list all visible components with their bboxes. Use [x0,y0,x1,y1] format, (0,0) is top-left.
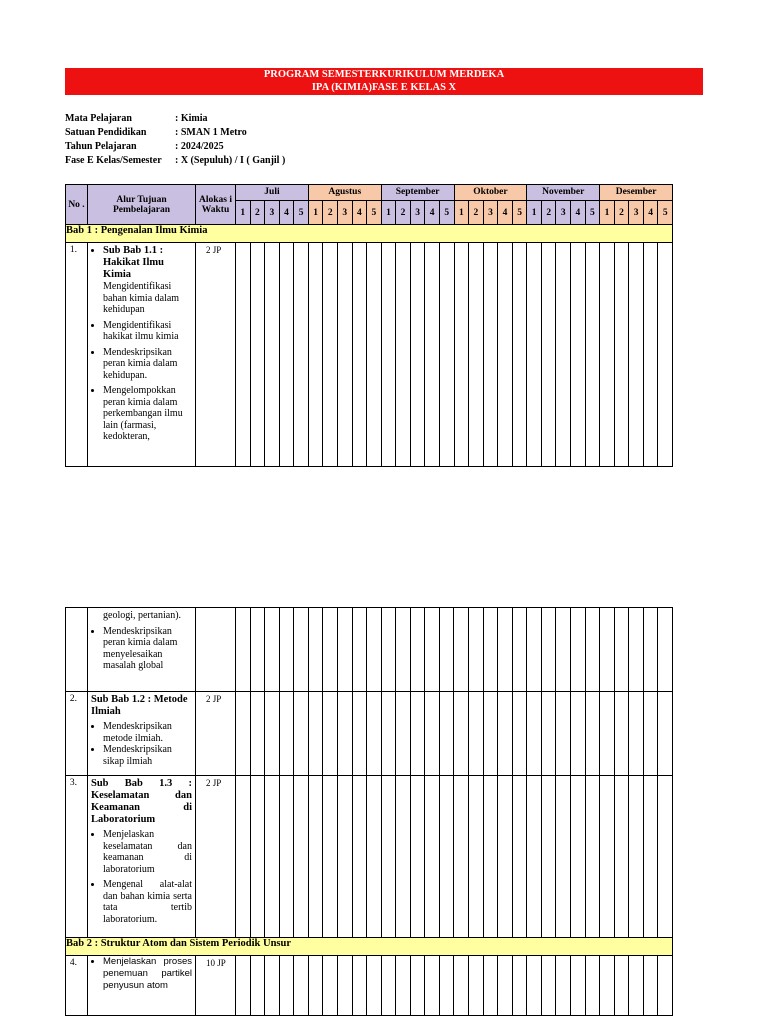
info-fase [65,154,285,168]
week-cell [643,956,658,1016]
info-tahun [65,140,285,154]
week-cell [556,692,571,776]
week-cell [483,243,498,467]
week-cell [498,692,513,776]
week-cell [337,692,352,776]
week-cell [396,692,411,776]
week-cell [498,608,513,692]
week-cell [323,692,338,776]
week-cell [570,956,585,1016]
week-cell [425,608,440,692]
week-header: 4 [571,201,586,225]
atp-item: • Mendeskripsikan peran kimia dalam kehidupan. [103,347,192,382]
row-number: 3. [66,776,88,938]
alloc-cell: 2 JP [196,692,236,776]
table-row [66,692,673,776]
atp-item: • Mendeskripsikan peran kimia dalam menyelesaikan masalah global [103,626,192,672]
atp-item: • Menjelaskan proses penemuan partikel penyusun atom [103,956,192,992]
week-cell [381,608,396,692]
week-cell [337,776,352,938]
week-header: 3 [629,201,644,225]
bab-row [66,225,673,243]
week-cell [352,243,367,467]
row-number: 2. [66,692,88,776]
week-cell [614,956,629,1016]
week-cell [571,243,586,467]
week-cell [512,776,527,938]
week-cell [614,776,629,938]
week-cell [410,692,425,776]
week-cell [512,692,527,776]
week-header: 2 [250,201,265,225]
week-cell [279,776,294,938]
info-value: : Kimia [175,113,208,124]
week-header: 1 [381,201,396,225]
week-cell [541,956,556,1016]
week-cell [396,776,411,938]
week-cell [236,956,251,1016]
week-header: 3 [483,201,498,225]
week-header: 1 [454,201,469,225]
week-cell [250,776,265,938]
week-header: 3 [556,201,571,225]
week-cell [600,608,615,692]
atp-item: • Mengenal alat-alat dan bahan kimia serta tata tertib laboratorium. [103,879,192,925]
sub-bab-text: Mengidentifikasi bahan kimia dalam kehidupan [103,281,180,315]
week-cell [541,243,556,467]
week-header: 4 [643,201,658,225]
week-cell [367,776,382,938]
week-header: 5 [585,201,600,225]
week-cell [439,956,454,1016]
week-cell [527,243,542,467]
week-header: 4 [352,201,367,225]
week-cell [250,243,265,467]
week-cell [527,692,542,776]
week-cell [658,692,673,776]
week-cell [323,776,338,938]
week-cell [658,243,673,467]
header-no: No . [66,185,88,225]
month-header: September [381,185,454,201]
document-info [65,112,285,168]
week-cell [367,692,382,776]
week-cell [294,243,309,467]
week-cell [265,692,280,776]
month-header: Agustus [308,185,381,201]
week-cell [381,776,396,938]
sub-bab-title: Sub Bab 1.3 : Keselamatan dan Keamanan di Laboratorium [91,778,192,825]
week-cell [541,608,556,692]
week-cell [643,243,658,467]
month-header: Oktober [454,185,527,201]
info-satuan [65,126,285,140]
week-cell [265,956,280,1016]
row-number: 4. [66,956,88,1016]
week-cell [250,956,265,1016]
week-cell [556,776,571,938]
week-cell [279,956,294,1016]
week-header: 1 [236,201,251,225]
atp-cell [88,776,196,938]
week-cell [483,956,498,1016]
week-cell [614,608,629,692]
info-label: Satuan Pendidikan [65,127,147,138]
week-cell [410,776,425,938]
week-header: 2 [396,201,411,225]
week-cell [338,243,353,467]
week-cell [454,776,469,938]
atp-continued-text: geologi, pertanian). [103,610,182,621]
week-cell [294,692,309,776]
week-cell [352,956,367,1016]
week-cell [454,692,469,776]
week-cell [294,776,309,938]
week-cell [279,692,294,776]
week-cell [308,692,323,776]
week-header: 5 [367,201,382,225]
week-cell [439,776,454,938]
atp-cell [88,608,196,692]
table-row [66,956,673,1016]
week-cell [556,956,571,1016]
week-cell [323,956,338,1016]
atp-item: • Menjelaskan keselamatan dan keamanan di laboratorium [103,829,192,875]
info-value: : SMAN 1 Metro [175,127,247,138]
week-cell [512,243,527,467]
alloc-cell: 2 JP [196,776,236,938]
week-cell [236,692,251,776]
alloc-cell: 2 JP [196,243,236,467]
week-cell [469,243,484,467]
info-label: Tahun Pelajaran [65,141,137,152]
week-cell [469,776,484,938]
week-cell [643,608,658,692]
week-cell [658,608,673,692]
sub-bab-title: Sub Bab 1.2 : Metode Ilmiah [91,694,188,717]
week-cell [425,692,440,776]
week-cell [454,608,469,692]
week-cell [570,692,585,776]
week-cell [410,956,425,1016]
bab-row [66,938,673,956]
week-cell [483,776,498,938]
week-cell [585,608,600,692]
month-header: November [527,185,600,201]
week-header: 4 [279,201,294,225]
week-cell [629,243,644,467]
week-cell [367,956,382,1016]
week-cell [483,692,498,776]
month-header: Juli [236,185,309,201]
week-cell [425,243,440,467]
week-cell [308,776,323,938]
atp-cell [88,692,196,776]
week-cell [600,776,615,938]
week-cell [570,608,585,692]
week-cell [396,956,411,1016]
week-cell [643,692,658,776]
week-header: 2 [541,201,556,225]
week-cell [236,243,251,467]
week-header: 2 [614,201,629,225]
week-cell [308,243,323,467]
week-cell [585,776,600,938]
row-number: 1. [66,243,88,467]
row-number [66,608,88,692]
title-line-1: PROGRAM SEMESTERKURIKULUM MERDEKA [263,69,505,80]
week-cell [469,608,484,692]
week-cell [600,692,615,776]
week-cell [527,608,542,692]
week-cell [337,608,352,692]
week-header: 4 [498,201,513,225]
week-cell [439,243,454,467]
week-header: 3 [410,201,425,225]
week-cell [512,956,527,1016]
bab-title: Bab 1 : Pengenalan Ilmu Kimia [66,225,673,243]
week-header: 5 [658,201,673,225]
week-cell [352,608,367,692]
week-header: 2 [469,201,484,225]
week-cell [381,243,396,467]
week-cell [614,243,629,467]
week-header: 5 [439,201,454,225]
week-cell [294,608,309,692]
week-cell [381,692,396,776]
week-cell [308,956,323,1016]
week-cell [250,692,265,776]
info-value: : 2024/2025 [175,141,224,152]
week-cell [600,956,615,1016]
atp-cell [88,243,196,467]
atp-item [103,245,192,316]
week-cell [527,956,542,1016]
week-cell [585,243,600,467]
week-header: 3 [265,201,280,225]
sub-bab-title: • Sub Bab 1.1 : Hakikat Ilmu Kimia [103,245,164,280]
header-alokasi: Alokas i Waktu [196,185,236,225]
atp-cell [88,956,196,1016]
week-cell [512,608,527,692]
week-cell [498,956,513,1016]
week-cell [629,956,644,1016]
week-header: 3 [338,201,353,225]
table-row [66,608,673,692]
week-header: 4 [425,201,440,225]
week-cell [629,776,644,938]
title-line-2: IPA (KIMIA)FASE E KELAS X [311,82,457,93]
week-cell [279,608,294,692]
document-title-banner [65,68,703,95]
week-cell [469,956,484,1016]
week-cell [469,692,484,776]
week-cell [541,776,556,938]
week-cell [323,243,338,467]
week-cell [236,608,251,692]
week-cell [352,776,367,938]
week-cell [367,243,382,467]
header-row-months [66,185,673,201]
week-cell [658,956,673,1016]
week-cell [410,243,425,467]
week-cell [556,243,571,467]
week-header: 5 [294,201,309,225]
info-mapel [65,112,285,126]
week-cell [250,608,265,692]
week-cell [629,692,644,776]
week-cell [425,956,440,1016]
week-cell [600,243,615,467]
week-cell [323,608,338,692]
alloc-cell: 10 JP [196,956,236,1016]
week-cell [454,956,469,1016]
table-row [66,243,673,467]
week-cell [265,776,280,938]
schedule-table-page-1 [65,184,673,467]
week-cell [483,608,498,692]
week-cell [643,776,658,938]
week-cell [556,608,571,692]
week-cell [585,956,600,1016]
week-cell [381,956,396,1016]
atp-item: • Mendeskripsikan sikap ilmiah [103,744,192,767]
week-header: 1 [600,201,615,225]
week-cell [541,692,556,776]
week-cell [585,692,600,776]
week-cell [629,608,644,692]
week-cell [570,776,585,938]
atp-item: • Mengidentifikasi hakikat ilmu kimia [103,320,192,343]
week-cell [527,776,542,938]
atp-item: • Mengelompokkan peran kimia dalam perkembangan ilmu lain (farmasi, kedokteran, [103,385,192,443]
week-cell [337,956,352,1016]
week-cell [294,956,309,1016]
week-cell [498,776,513,938]
week-header: 5 [512,201,527,225]
schedule-table-page-2 [65,607,673,1016]
week-cell [439,692,454,776]
header-atp: Alur Tujuan Pembelajaran [88,185,196,225]
week-header: 1 [527,201,542,225]
week-cell [352,692,367,776]
week-cell [396,608,411,692]
table-row [66,776,673,938]
week-cell [454,243,469,467]
week-cell [439,608,454,692]
week-cell [658,776,673,938]
week-cell [396,243,411,467]
info-label: Fase E Kelas/Semester [65,155,162,166]
week-cell [279,243,294,467]
week-cell [614,692,629,776]
atp-item: • Mendeskripsikan metode ilmiah. [103,721,192,744]
week-header: 2 [323,201,338,225]
month-header: Desember [600,185,673,201]
week-cell [265,243,280,467]
bab-title: Bab 2 : Struktur Atom dan Sistem Periodik Unsur [66,938,673,956]
week-cell [265,608,280,692]
week-cell [410,608,425,692]
info-label: Mata Pelajaran [65,113,132,124]
week-cell [236,776,251,938]
week-cell [498,243,513,467]
week-header: 1 [308,201,323,225]
alloc-cell [196,608,236,692]
week-cell [308,608,323,692]
week-cell [367,608,382,692]
week-cell [425,776,440,938]
info-value: : X (Sepuluh) / I ( Ganjil ) [175,155,286,166]
